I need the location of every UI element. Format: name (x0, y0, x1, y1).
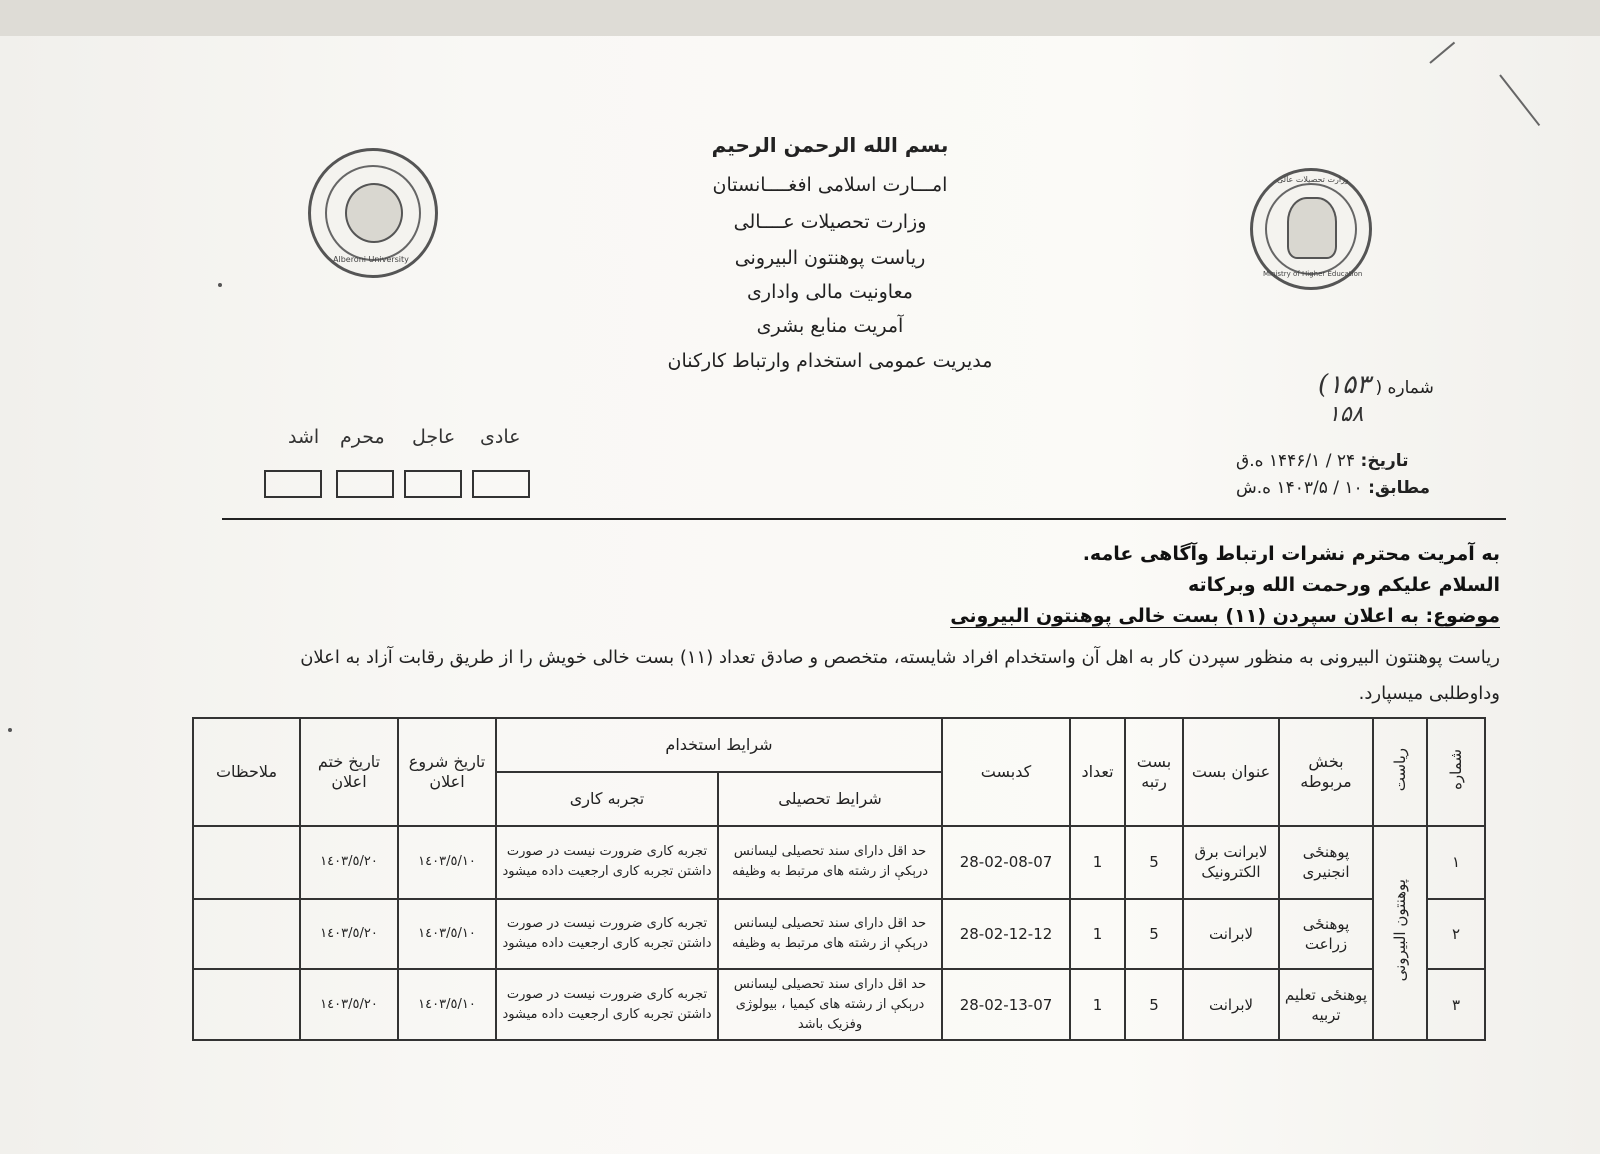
header-code: کدبست (942, 718, 1070, 826)
row-end: ١٤٠٣/٥/٢٠ (300, 969, 398, 1040)
priority-label-urgent: عاجل (412, 426, 456, 448)
row-notes (193, 899, 300, 970)
row-notes (193, 969, 300, 1040)
subject: موضوع: به اعلان سپردن (۱۱) بست خالی پوهنتون البیرونی (950, 605, 1500, 627)
reference-number (1318, 370, 1434, 400)
letter-body: ریاست پوهنتون البیرونی به منظور سپردن کار به اهل آن واستخدام افراد شایسته، متخصص و صادق تعداد (۱۱) بست خالی خویش را از طریق رقابت آزاد به اعلان وداوطلبی میسپارد. (300, 647, 1500, 704)
priority-box-confidential[interactable] (336, 470, 394, 498)
seal-text: Alberoni University (333, 255, 409, 264)
header-start: تاریخ شروع اعلان (398, 718, 496, 826)
number-label: شماره ( (1375, 378, 1434, 398)
row-count: 1 (1070, 899, 1125, 970)
row-education: حد اقل دارای سند تحصیلی لیسانس درېکې از رشته های کیمیا ، بیولوژی وفزیک باشد (718, 969, 942, 1040)
vacancy-table (192, 717, 1486, 1041)
row-end: ١٤٠٣/٥/٢٠ (300, 899, 398, 970)
row-title: لابرانت برق الکترونیک (1183, 826, 1279, 899)
header-emirate: امـــارت اسلامی افغــــانستان (712, 174, 948, 196)
header-grade: بست رتبه (1125, 718, 1183, 826)
row-number: ۱ (1427, 826, 1485, 899)
date-value: ۲۴ / ۱۴۴۶/۱ ه.ق (1236, 451, 1356, 471)
row-code: 28-02-12-12 (942, 899, 1070, 970)
table-row (193, 969, 1485, 1040)
header-divider (222, 518, 1506, 520)
row-count: 1 (1070, 969, 1125, 1040)
header-deputy: معاونیت مالی واداری (747, 281, 913, 303)
header-hr: آمریت منابع بشری (756, 315, 904, 337)
header-education: شرایط تحصیلی (718, 772, 942, 826)
header-department: بخش مربوطه (1279, 718, 1373, 826)
header-end: تاریخ ختم اعلان (300, 718, 398, 826)
priority-label-top: اشد (288, 426, 320, 448)
row-department: پوهنځی انجنیری (1279, 826, 1373, 899)
date-hijri (1236, 451, 1409, 471)
number-sub: ۱۵۸ (1328, 402, 1364, 427)
row-grade: 5 (1125, 969, 1183, 1040)
priority-box-urgent[interactable] (404, 470, 462, 498)
ministry-seal (1250, 168, 1372, 290)
row-count: 1 (1070, 826, 1125, 899)
row-start: ١٤٠٣/٥/١٠ (398, 826, 496, 899)
row-grade: 5 (1125, 826, 1183, 899)
row-end: ١٤٠٣/٥/٢٠ (300, 826, 398, 899)
header-directorate: مدیریت عمومی استخدام وارتباط کارکنان (667, 350, 993, 372)
row-department: پوهنځی زراعت (1279, 899, 1373, 970)
row-start: ١٤٠٣/٥/١٠ (398, 969, 496, 1040)
greeting: السلام علیکم ورحمت الله وبرکاته (1187, 574, 1500, 596)
header-experience: تجربه کاری (496, 772, 718, 826)
header-count: تعداد (1070, 718, 1125, 826)
header-basmala: بسم الله الرحمن الرحیم (711, 133, 949, 157)
priority-label-confidential: محرم (340, 426, 385, 448)
header-title: عنوان بست (1183, 718, 1279, 826)
priority-box-top[interactable] (264, 470, 322, 498)
alberoni-university-seal (308, 148, 438, 278)
header-conditions: شرایط استخدام (496, 718, 942, 772)
row-title: لابرانت (1183, 969, 1279, 1040)
row-number: ۲ (1427, 899, 1485, 970)
row-start: ١٤٠٣/٥/١٠ (398, 899, 496, 970)
riyasat-cell: پوهنتون البیرونی (1373, 826, 1427, 1040)
scan-edge (0, 0, 1600, 36)
row-notes (193, 826, 300, 899)
row-experience: تجربه کاری ضرورت نیست در صورت داشتن تجربه کاری ارجعیت داده میشود (496, 826, 718, 899)
priority-box-normal[interactable] (472, 470, 530, 498)
row-experience: تجربه کاری ضرورت نیست در صورت داشتن تجربه کاری ارجعیت داده میشود (496, 899, 718, 970)
priority-label-normal: عادی (480, 426, 521, 448)
table-row (193, 826, 1485, 899)
match-value: ۱۰ / ۱۴۰۳/۵ ه.ش (1236, 478, 1363, 498)
header-university: ریاست پوهنتون البیرونی (734, 247, 926, 269)
ink-dot (8, 728, 12, 732)
header-riyasat: ریاست (1373, 718, 1427, 826)
row-code: 28-02-08-07 (942, 826, 1070, 899)
seal-text: Ministry of Higher Education (1263, 270, 1363, 278)
table-row (193, 899, 1485, 970)
row-education: حد اقل دارای سند تحصیلی لیسانس درېکې از رشته های مرتبط به وظیفه (718, 899, 942, 970)
row-title: لابرانت (1183, 899, 1279, 970)
number-value: ۱۵۳) (1318, 370, 1371, 400)
row-department: پوهنځی تعلیم تربیه (1279, 969, 1373, 1040)
row-code: 28-02-13-07 (942, 969, 1070, 1040)
match-label: مطابق: (1368, 478, 1431, 498)
recipient: به آمریت محترم نشرات ارتباط وآگاهی عامه. (1082, 543, 1500, 565)
row-number: ۳ (1427, 969, 1485, 1040)
header-number: شماره (1427, 718, 1485, 826)
date-label: تاریخ: (1360, 451, 1409, 471)
header-notes: ملاحظات (193, 718, 300, 826)
date-solar (1236, 478, 1430, 498)
row-experience: تجربه کاری ضرورت نیست در صورت داشتن تجربه کاری ارجعیت داده میشود (496, 969, 718, 1040)
row-grade: 5 (1125, 899, 1183, 970)
ink-dot (218, 283, 222, 287)
row-education: حد اقل دارای سند تحصیلی لیسانس درېکې از رشته های مرتبط به وظیفه (718, 826, 942, 899)
seal-text-top: وزارت تحصیلات عالی (1277, 175, 1349, 184)
header-ministry: وزارت تحصیلات عــــالی (733, 211, 927, 233)
